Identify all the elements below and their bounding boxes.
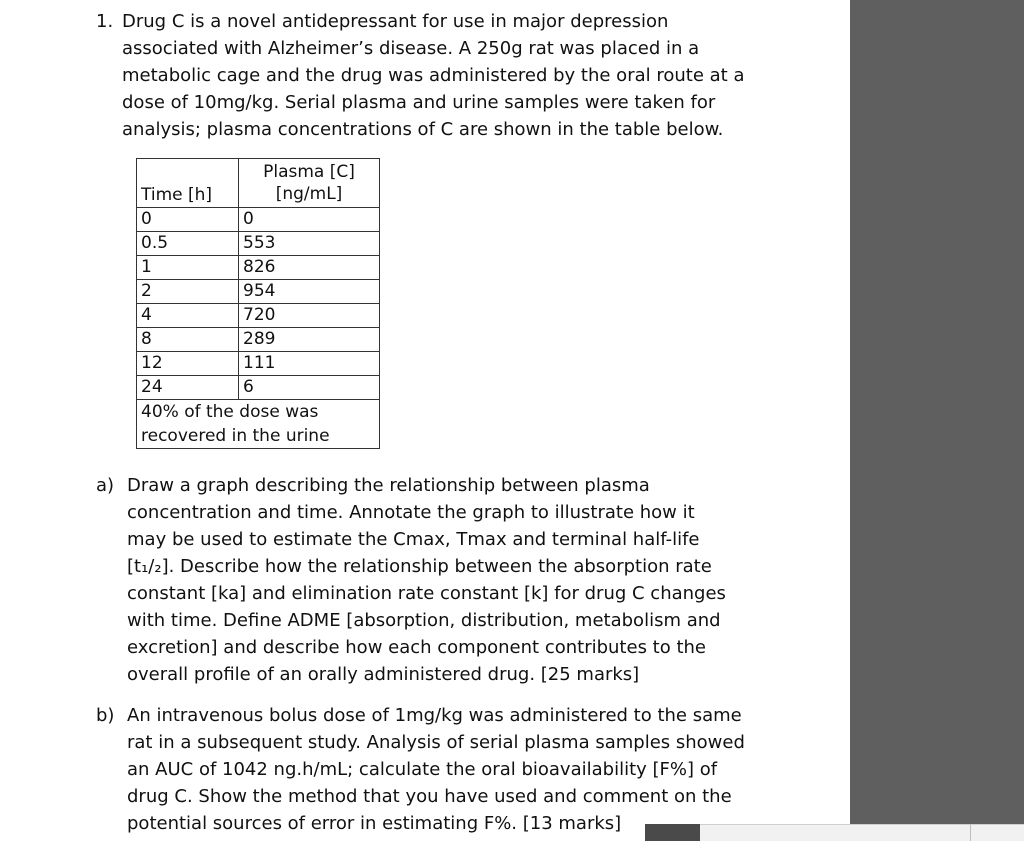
table-row (137, 304, 380, 328)
part-a-text (127, 472, 767, 688)
table-footnote-row (137, 400, 380, 449)
table-row (137, 352, 380, 376)
table-row (137, 376, 380, 400)
table-row (137, 328, 380, 352)
time-cell: 12 (137, 352, 239, 376)
question-number: 1. (96, 11, 114, 32)
conc-cell: 553 (239, 232, 380, 256)
intro-line: metabolic cage and the drug was administered by the oral route at a (122, 65, 745, 86)
part-b-text (127, 702, 767, 837)
time-cell: 1 (137, 256, 239, 280)
side-panel (850, 0, 1024, 841)
part-b-line: An intravenous bolus dose of 1mg/kg was administered to the same (127, 705, 742, 726)
conc-cell: 0 (239, 208, 380, 232)
part-a-line: [t₁/₂]. Describe how the relationship between the absorption rate (127, 556, 712, 577)
table-row (137, 232, 380, 256)
part-a-line: excretion] and describe how each component contributes to the (127, 637, 706, 658)
part-a-line: overall profile of an orally administered drug. [25 marks] (127, 664, 640, 685)
intro-line: Drug C is a novel antidepressant for use in major depression (122, 11, 669, 32)
time-cell: 8 (137, 328, 239, 352)
part-a-line: Draw a graph describing the relationship between plasma (127, 475, 650, 496)
time-cell: 0.5 (137, 232, 239, 256)
part-a-line: constant [ka] and elimination rate constant [k] for drug C changes (127, 583, 726, 604)
part-a-line: with time. Define ADME [absorption, distribution, metabolism and (127, 610, 721, 631)
conc-cell: 6 (239, 376, 380, 400)
footnote-line: 40% of the dose was (141, 402, 319, 422)
conc-cell: 720 (239, 304, 380, 328)
table-row (137, 256, 380, 280)
intro-line: associated with Alzheimer’s disease. A 250g rat was placed in a (122, 38, 700, 59)
conc-cell: 289 (239, 328, 380, 352)
part-b-label: b) (96, 705, 115, 726)
table-footnote (137, 400, 380, 449)
table-header-row (137, 159, 380, 208)
scroll-thumb[interactable] (645, 824, 702, 841)
part-b-line: an AUC of 1042 ng.h/mL; calculate the oral bioavailability [F%] of (127, 759, 718, 780)
part-b-line: rat in a subsequent study. Analysis of serial plasma samples showed (127, 732, 745, 753)
part-b-line: drug C. Show the method that you have used and comment on the (127, 786, 732, 807)
intro-line: dose of 10mg/kg. Serial plasma and urine samples were taken for (122, 92, 716, 113)
plasma-concentration-table (136, 158, 380, 449)
part-a-line: concentration and time. Annotate the graph to illustrate how it (127, 502, 695, 523)
header-plasma (239, 159, 380, 208)
conc-cell: 826 (239, 256, 380, 280)
footnote-line: recovered in the urine (141, 426, 330, 446)
header-plasma-line: Plasma [C] (263, 162, 355, 182)
bottom-scrollbar[interactable] (700, 824, 1024, 841)
time-cell: 4 (137, 304, 239, 328)
time-cell: 0 (137, 208, 239, 232)
intro-line: analysis; plasma concentrations of C are shown in the table below. (122, 119, 724, 140)
conc-cell: 954 (239, 280, 380, 304)
table-row (137, 208, 380, 232)
header-plasma-unit: [ng/mL] (275, 184, 343, 204)
time-cell: 2 (137, 280, 239, 304)
part-a-line: may be used to estimate the Cmax, Tmax and terminal half-life (127, 529, 700, 550)
conc-cell: 111 (239, 352, 380, 376)
header-time: Time [h] (137, 159, 239, 208)
bottom-divider (970, 824, 971, 841)
time-cell: 24 (137, 376, 239, 400)
part-a-label: a) (96, 475, 115, 496)
table-row (137, 280, 380, 304)
question-intro (122, 8, 762, 143)
part-b-line: potential sources of error in estimating F%. [13 marks] (127, 813, 622, 834)
